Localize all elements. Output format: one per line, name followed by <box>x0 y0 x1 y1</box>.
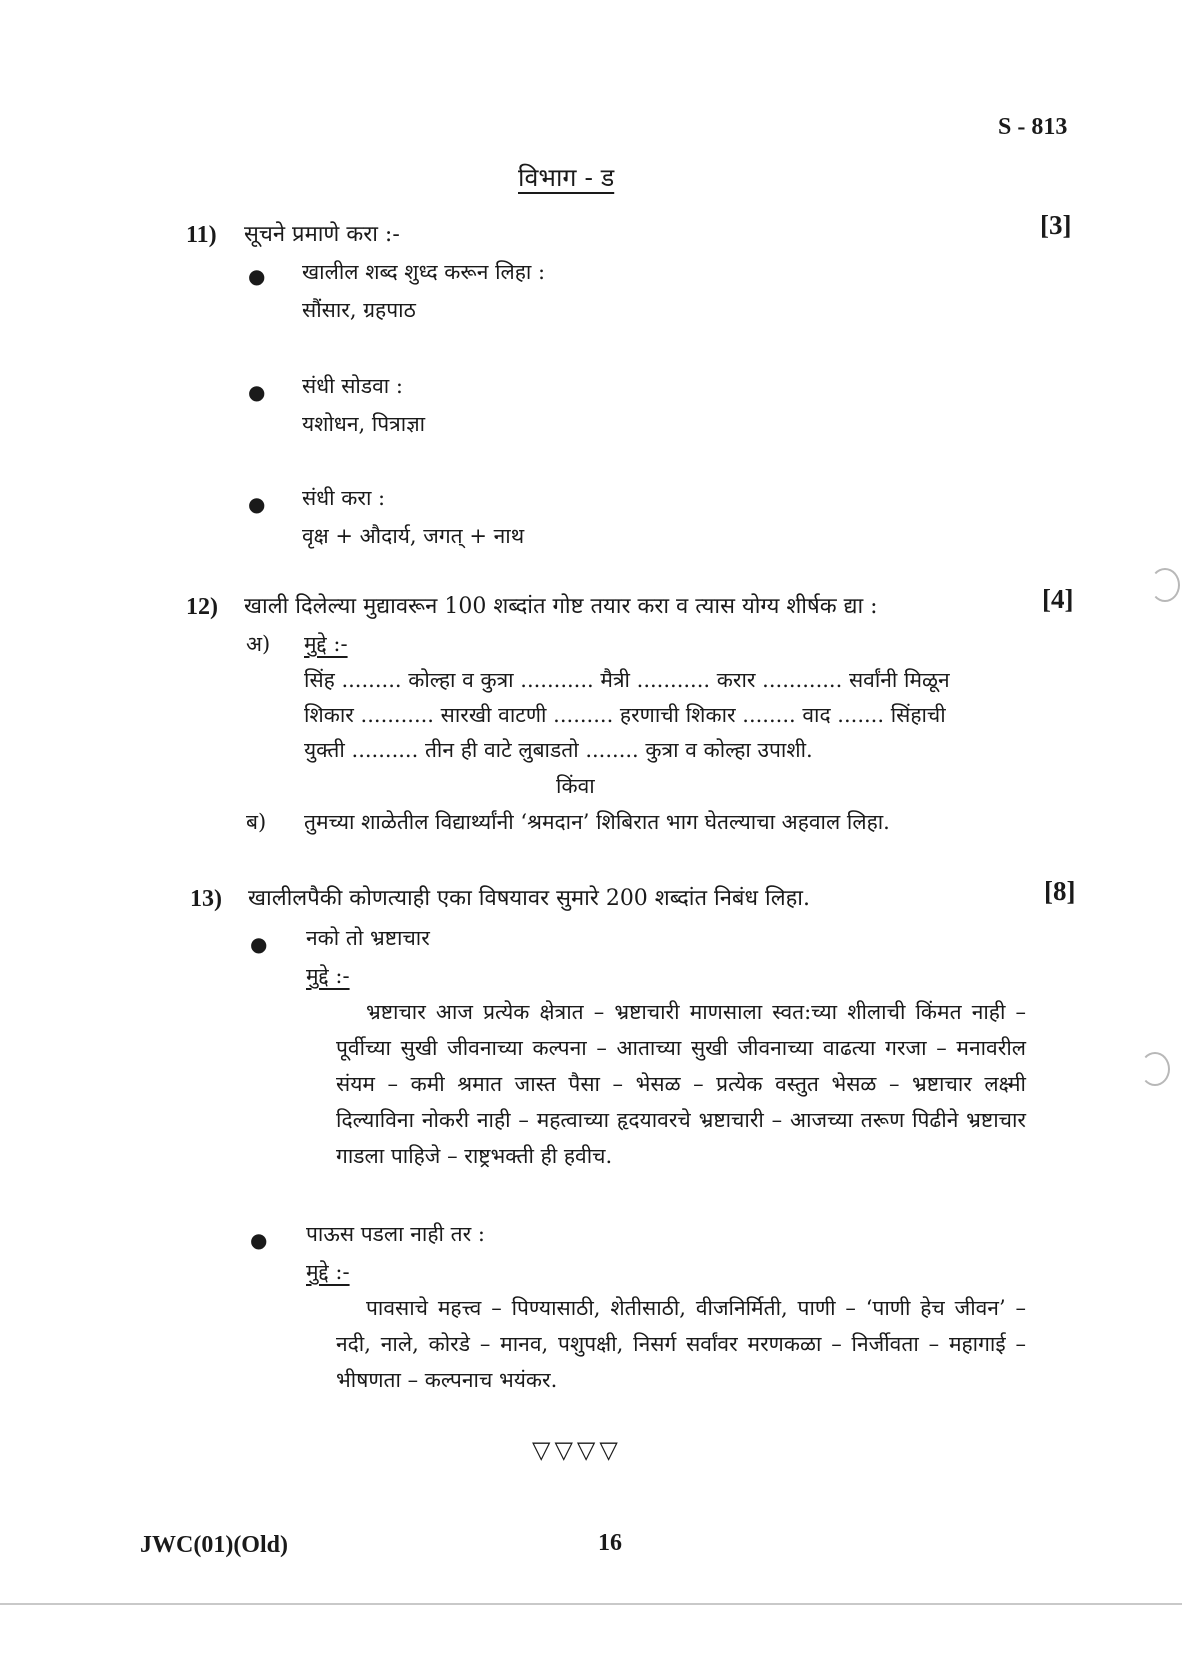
q13-number: 13) <box>190 886 222 912</box>
section-title: विभाग - ड <box>518 163 615 192</box>
q11-marks: [3] <box>1040 210 1072 240</box>
q13-text: खालीलपैकी कोणत्याही एका विषयावर सुमारे 200 शब्दांत निबंध लिहा. <box>248 886 810 911</box>
q12-or-text: किंवा <box>556 774 595 798</box>
q12-points-line: सिंह ......... कोल्हा व कुत्रा ........... मैत्री ........... करार ............ सर्वांनी मिळून <box>304 668 950 692</box>
bullet-icon: ● <box>250 932 268 956</box>
q11-item1-title: खालील शब्द शुध्द करून लिहा : <box>302 260 546 284</box>
q12-text: खाली दिलेल्या मुद्यावरून 100 शब्दांत गोष्ट तयार करा व त्यास योग्य शीर्षक द्या : <box>244 594 878 619</box>
punch-hole-icon <box>1150 568 1180 602</box>
q12-points-label: मुद्दे :- <box>304 632 348 656</box>
q12-points-line: शिकार ........... सारखी वाटणी ......... हरणाची शिकार ........ वाद ....... सिंहाची <box>304 703 946 727</box>
q12-marks: [4] <box>1042 584 1074 614</box>
q11-item1-content: सौंसार, ग्रहपाठ <box>302 298 416 322</box>
q11-item3-content: वृक्ष + औदार्य, जगत् + नाथ <box>302 524 525 548</box>
scan-edge-divider <box>0 1603 1182 1605</box>
footer-code: JWC(01)(Old) <box>140 1532 288 1558</box>
q11-item2-content: यशोधन, पित्राज्ञा <box>302 412 426 436</box>
punch-hole-icon <box>1140 1052 1170 1086</box>
q12-option-b-label: ब) <box>246 810 267 834</box>
q12-number: 12) <box>186 594 218 620</box>
q13-marks: [8] <box>1044 876 1076 906</box>
q11-item3-title: संधी करा : <box>302 486 386 510</box>
q13-topic2-points-label: मुद्दे :- <box>306 1260 350 1284</box>
q12-option-a-label: अ) <box>246 632 271 656</box>
bullet-icon: ● <box>248 380 266 404</box>
q11-number: 11) <box>186 222 217 248</box>
bullet-icon: ● <box>248 492 266 516</box>
q12-points-line: युक्ती .......... तीन ही वाटे लुबाडतो ........ कुत्रा व कोल्हा उपाशी. <box>304 738 813 762</box>
q11-text: सूचने प्रमाणे करा :- <box>244 222 400 247</box>
q13-topic1-title: नको तो भ्रष्टाचार <box>306 926 430 950</box>
paper-code: S - 813 <box>998 114 1068 140</box>
q13-topic1-points-label: मुद्दे :- <box>306 964 350 988</box>
q12-option-b-text: तुमच्या शाळेतील विद्यार्थ्यांनी ‘श्रमदान’ शिबिरात भाग घेतल्याचा अहवाल लिहा. <box>304 810 890 834</box>
q13-topic2-title: पाऊस पडला नाही तर : <box>306 1222 485 1246</box>
end-marker: ▽▽▽▽ <box>532 1436 622 1464</box>
q13-topic2-points: पावसाचे महत्त्व – पिण्यासाठी, शेतीसाठी, वीजनिर्मिती, पाणी – ‘पाणी हेच जीवन’ – नदी, नाले, कोरडे – मानव, पशुपक्षी, निसर्ग सर्वांवर मरणकळा – निर्जीवता – महागाई – भीषणता – कल्पनाच भयंकर. <box>336 1296 1026 1392</box>
page-number: 16 <box>598 1530 622 1556</box>
bullet-icon: ● <box>250 1228 268 1252</box>
bullet-icon: ● <box>248 264 266 288</box>
q13-topic1-points: भ्रष्टाचार आज प्रत्येक क्षेत्रात – भ्रष्टाचारी माणसाला स्वत:च्या शीलाची किंमत नाही – पूर्वीच्या सुखी जीवनाच्या कल्पना – आताच्या सुखी जीवनाच्या वाढत्या गरजा – मनावरील संयम – कमी श्रमात जास्त पैसा – भेसळ – प्रत्येक वस्तुत भेसळ – भ्रष्टाचार लक्ष्मी दिल्याविना नोकरी नाही – महत्वाच्या हृदयावरचे भ्रष्टाचारी – आजच्या तरूण पिढीने भ्रष्टाचार गाडला पाहिजे – राष्ट्रभक्ती ही हवीच. <box>336 1000 1026 1168</box>
q11-item2-title: संधी सोडवा : <box>302 374 403 398</box>
